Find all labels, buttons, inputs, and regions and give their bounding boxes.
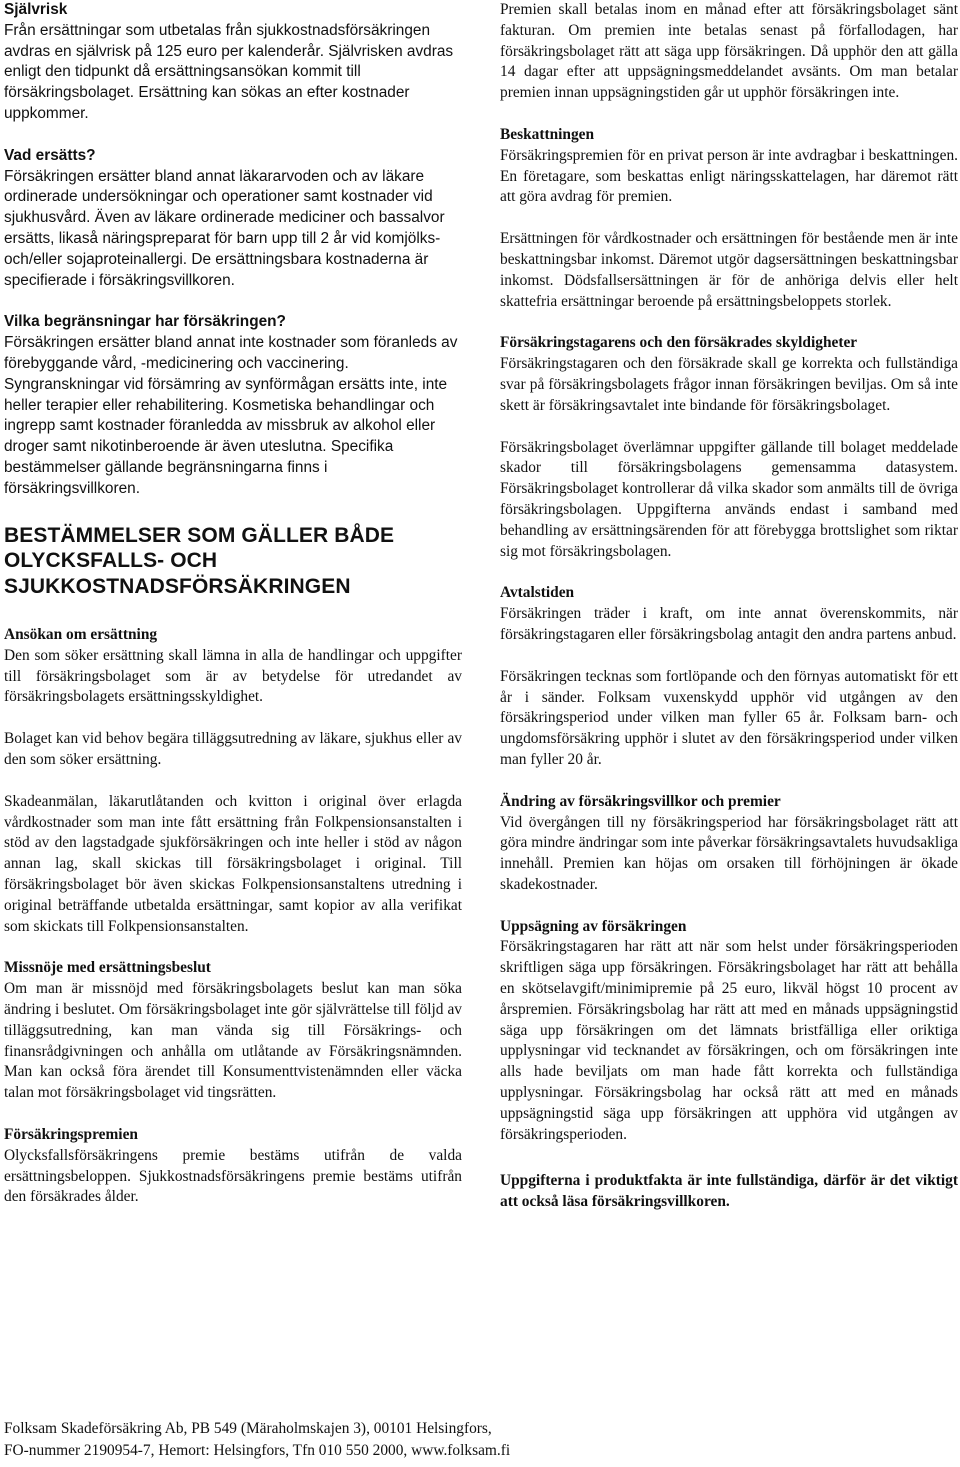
- section-avtalstiden: [500, 583, 958, 770]
- section-uppsagning: [500, 917, 958, 1146]
- section-body: Försäkringen ersätter bland annat läkararvoden och av läkare ordinerade undersökningar och operationer samt kostnader vid sjukhusvård. Även av läkare ordinerade mediciner och bassalvor ersätts, likaså näringspreparat för barn upp till 2 år vid komjölks- och/eller sojaproteinallergi. De ersättningsbara kostnaderna är specifierade i försäkringsvillkoren.: [4, 167, 445, 289]
- section-body: Vid övergången till ny försäkringsperiod har försäkringsbolaget rätt att göra mindre ändringar som inte påverkar försäkringsavtalets huvudsakliga innehåll. Premien kan höjas om orsaken till förhöjningen är ökade skadekostnader.: [500, 813, 958, 893]
- section-heading: Missnöje med ersättningsbeslut: [4, 959, 211, 977]
- premie-intro: Premien skall betalas inom en månad efter att försäkringsbolaget sänt fakturan. Om premien inte betalas senast på förfallodagen, har försäkringsbolaget rätt att säga upp försäkringen. Då upphör den att gälla 14 dagar efter att uppsägningsmeddelandet avsänts. Om man betalar premien innan uppsägningstiden går ut upphör försäkringen inte.: [500, 1, 958, 102]
- closing-note: Uppgifterna i produktfakta är inte fullständiga, därför är det viktigt att också läsa försäkringsvillkoren.: [500, 1172, 958, 1211]
- section-skyldigheter: [500, 333, 958, 562]
- section-heading: Självrisk: [4, 1, 68, 18]
- section-paragraph: Försäkringsbolaget överlämnar uppgifter gällande till bolaget meddelade skador till försäkringsbolagens gemensamma datasystem. Försäkringsbolaget kontrollerar då vilka skador som anmälts till de övriga försäkringsbolagen. Uppgifterna används endast i samband med behandling av ersättningsärenden för att förebygga brottslighet som riktar sig mot försäkringsbolagen.: [500, 438, 958, 560]
- section-heading: Ändring av försäkringsvillkor och premier: [500, 792, 781, 810]
- section-paragraph: Försäkringstagaren och den försäkrade skall ge korrekta och fullständiga svar på försäkringsbolagets frågor innan försäkringen beviljas. Om så inte skett är försäkringsavtalet inte bindande för försäkringsbolaget.: [500, 355, 958, 414]
- section-heading: Avtalstiden: [500, 584, 575, 602]
- section-paragraph: Bolaget kan vid behov begära tilläggsutredning av läkare, sjukhus eller av den som söker ersättning.: [4, 730, 462, 769]
- section-heading: Vad ersätts?: [4, 146, 96, 164]
- section-missnoje: [4, 958, 462, 1104]
- right-column: [500, 0, 958, 1213]
- footer-line: Folksam Skadeförsäkring Ab, PB 549 (Märaholmskajen 3), 00101 Helsingfors,: [4, 1420, 492, 1437]
- section-heading: Försäkringspremien: [4, 1125, 138, 1143]
- section-body: Försäkringen ersätter bland annat inte kostnader som föranleds av förebyggande vård, -medicinering och vaccinering. Syngranskningar vid försämring av synförmågan ersätts inte, inte heller terapier eller rehabilitering. Kosmetiska behandlingar och ingrepp samt kostnader föranledda av missbruk av alkohol eller droger samt nikotinberoende är även uteslutna. Specifika bestämmelser gällande begränsningarna finns i försäkringsvillkoren.: [4, 334, 458, 497]
- section-body: Om man är missnöjd med försäkringsbolagets beslut kan man söka ändring i beslutet. Om försäkringsbolaget inte gör självrättelse till följd av tilläggsutredning, kan man vända sig till Försäkrings- och finansrådgivningen och anhålla om utlåtande av Försäkringsnämnden. Man kan också föra ärendet till Konsumenttvistenämnden eller väcka talan mot försäkringsbolaget vid tingsrätten.: [4, 980, 462, 1102]
- section-vad-ersatts: [4, 146, 462, 292]
- section-body: Försäkringstagaren har rätt att när som helst under försäkringsperioden skriftligen säga upp försäkringen. Försäkringsbolaget har rätt att behålla en skötselavgift/minimipremie på 25 euro, likväl högst 10 procent av årspremien. Försäkringsbolag har rätt att med en månads uppsägningstid säga upp försäkringen om det lämnats bristfälliga eller oriktiga upplysningar vid tecknandet av försäkringen, och om försäkringen inte alls hade beviljats om man hade fått korrekta och fullständiga upplysningar. Försäkringsbolag har också rätt att med en månads uppsägningstid säga upp försäkringen att upphöra vid utgången av försäkringsperioden.: [500, 938, 958, 1143]
- section-heading: Beskattningen: [500, 125, 595, 143]
- section-andring: [500, 792, 958, 896]
- left-column: [4, 0, 462, 1208]
- main-heading: BESTÄMMELSER SOM GÄLLER BÅDE OLYCKSFALLS- OCH SJUKKOSTNADSFÖRSÄKRINGEN: [4, 523, 395, 598]
- section-paragraph: Skadeanmälan, läkarutlåtanden och kvitton i original över erlagda vårdkostnader som man inte fått ersättning från Folkpensionsanstalten i stöd av den lagstadgade sjukförsäkringen och inte heller i stöd av någon annan lag, skall skickas till försäkringsbolaget i original. Till försäkringsbolaget bör även skickas Folkpensionsanstaltens utredning i original beträffande utbetalda ersättningar, samt kopior av alla verifikat som skickats till Folkpensionsanstalten.: [4, 792, 462, 935]
- section-paragraph: Försäkringspremien för en privat person är inte avdragbar i beskattningen. En företagare, som beskattas enligt näringsskattelagen, har däremot rätt att göra avdrag för premien.: [500, 146, 958, 206]
- section-sjalvrisk: [4, 0, 462, 125]
- section-body: Olycksfallsförsäkringens premie bestäms utifrån de valda ersättningsbeloppen. Sjukkostnadsförsäkringens premie bestäms utifrån den försäkrades ålder.: [4, 1146, 462, 1206]
- section-heading: Försäkringstagarens och den försäkrades skyldigheter: [500, 334, 858, 352]
- section-paragraph: Försäkringen tecknas som fortlöpande och den förnyas automatiskt för ett år i sänder. Folksam vuxenskydd upphör vid utgången av den försäkringsperiod under vilken man fyller 65 år. Folksam barn- och ungdomsförsäkring upphör i slutet av den försäkringsperiod under vilken man fyller 20 år.: [500, 667, 958, 768]
- section-premien: [4, 1125, 462, 1208]
- section-begransningar: [4, 312, 462, 499]
- section-heading: Ansökan om ersättning: [4, 626, 158, 644]
- section-beskattning: [500, 125, 958, 312]
- section-paragraph: Ersättningen för vårdkostnader och ersättningen för bestående men är inte beskattningsbar inkomst. Däremot utgör dagsersättningen beskattningsbar inkomst. Dödsfallsersättningen är för de anhöriga delvis eller helt skattefria ersättningar beroende på ersättningsbeloppets storlek.: [500, 230, 958, 310]
- footer: [4, 1418, 944, 1462]
- footer-line: FO-nummer 2190954-7, Hemort: Helsingfors, Tfn 010 550 2000, www.folksam.fi: [4, 1442, 511, 1459]
- section-heading: Vilka begränsningar har försäkringen?: [4, 313, 286, 331]
- section-paragraph: Den som söker ersättning skall lämna in alla de handlingar och uppgifter till försäkringsbolaget som är av betydelse för utredandet av försäkringsbolagets ersättningsskyldighet.: [4, 646, 462, 706]
- section-ansokan: [4, 625, 462, 937]
- section-body: Från ersättningar som utbetalas från sjukkostnadsförsäkringen avdras en självrisk på 125 euro per kalenderår. Självrisken avdras enligt den tidpunkt då ersättningsansökan kommit till försäkringsbolaget. Ersättning kan sökas an efter kostnader uppkommer.: [4, 21, 454, 122]
- section-paragraph: Försäkringen träder i kraft, om inte annat överenskommits, när försäkringstagaren eller försäkringsbolag antagit den andra partens anbud.: [500, 605, 958, 643]
- section-heading: Uppsägning av försäkringen: [500, 917, 687, 935]
